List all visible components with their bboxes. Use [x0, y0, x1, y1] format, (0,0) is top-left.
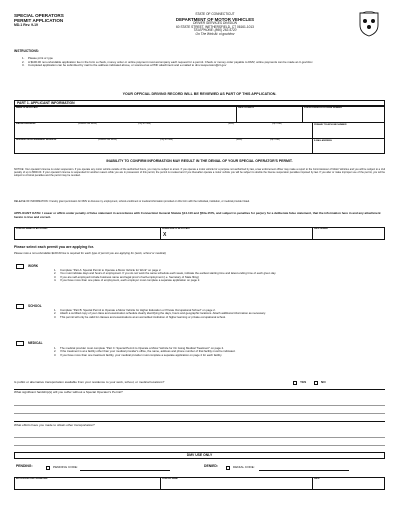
state-name: STATE OF CONNECTICUT: [195, 12, 235, 16]
mailing-address-label: MAILING ADDRESS: [16, 123, 36, 125]
instruction-item: 3. Completed application can be submitted by mail to the address indicated above, or scanned as a PDF attachment and e-mailed to dmv.suspension@ct.gov: [22, 63, 227, 68]
part1-title: PART 1. APPLICANT INFORMATION: [17, 101, 75, 105]
dmv-date-label: DATE: [314, 478, 320, 480]
printed-name-label: PRINTED NAME OF APPLICANT: [16, 228, 48, 230]
pending-checkbox[interactable]: [46, 466, 50, 470]
mailing-zip-hint: (Zip Code): [272, 123, 282, 125]
denied-checkbox[interactable]: [226, 466, 230, 470]
form-title-line-2: PERMIT APPLICATION: [14, 18, 64, 24]
printed-name-input[interactable]: [15, 231, 159, 239]
signature-label: SIGNATURE OF APPLICANT: [162, 228, 190, 230]
medical-label: MEDICAL: [28, 341, 43, 345]
dmv-printed-name-input[interactable]: [161, 481, 311, 489]
work-instruction-item: 2. You must indicate days and hours of employment. If you do not work the same schedule each week, indicate the earliest starting time and latest ending time of each given day.: [54, 271, 277, 276]
name-field-label: NAME OF APPLICANT: [16, 107, 38, 109]
work-label: WORK: [28, 264, 39, 268]
applicant-oath: APPLICANT OATH: I swear or affirm under penalty of false statement in accordance with Connecticut General Statute §14-110 and §53a-157b, and subject to penalties for perjury for a deliberate false statement, that the information here in and any attachment hereto is true and correct.: [14, 211, 381, 219]
resident-street-hint: (Number and Street): [98, 139, 117, 141]
medical-instructions: [54, 347, 380, 357]
agency-telephone: TELEPHONE: (860) 263-5720: [193, 28, 237, 33]
division-name: DRIVER SERVICES DIVISION: [193, 20, 237, 25]
transport-no-label: NO: [321, 380, 326, 384]
resident-state-hint: (State): [236, 139, 243, 141]
medical-instruction-item: 2. If the treatment is at a facility other than your medical provider's office, the name, address and phone number of that facility must be indicated.: [54, 349, 236, 354]
department-name: DEPARTMENT OF MOTOR VEHICLES: [175, 16, 255, 22]
date-signed-input[interactable]: [313, 231, 384, 239]
transport-question: Is public or alternative transportation available from your residence to your work, school, or medical locations?: [14, 380, 165, 384]
work-checkbox[interactable]: [16, 264, 24, 269]
transport-yes-checkbox[interactable]: [293, 381, 297, 385]
mailing-address-input[interactable]: [15, 126, 311, 137]
work-instructions: [54, 269, 380, 283]
pending-code-label: PENDING CODE:: [53, 465, 78, 469]
dmv-signature-input[interactable]: [15, 481, 159, 489]
dmv-signature-label: AUTHORIZED DMV SIGNATURE: [16, 478, 48, 480]
agency-web: On The Web At: ct.gov/dmv: [195, 32, 235, 37]
release-of-information: RELEASE OF INFORMATION: I hereby grant permission for DMV to discuss my employment, school enrollment or medical information provided on this form with the individual, institution, or medical provider listed.: [14, 200, 250, 203]
hardship-answer-area[interactable]: [14, 396, 385, 422]
form-title-block: [14, 13, 64, 28]
hardship-question: What significant hardship(s) will you suffer without a Special Operator's Permit?: [14, 390, 123, 394]
work-instruction-item: 4. If you have more than one place of employment, each employer must complete a separate application on page 2.: [54, 278, 201, 283]
fee-note: Please note a non-refundable $100.00 fee is required for each type of permit you are applying for (work, school or medical): [14, 251, 166, 255]
date-signed-label: DATE SIGNED: [314, 228, 329, 230]
school-instruction-item: 2. Attach a certified copy of your class and examination schedule clearly identifying the days, hours and geographic locations. Attach additional information as necessary.: [54, 311, 266, 316]
dmv-printed-name-label: PRINTED NAME: [162, 478, 178, 480]
form-title-line-1: SPECIAL OPERATORS: [14, 13, 64, 18]
phone-field-label: PRIMARY TELEPHONE NUMBER: [314, 124, 347, 126]
resident-address-input[interactable]: [15, 142, 311, 153]
work-instruction-item: 1. Complete "Part A: Special Permit to Operate a Motor Vehicle for Work" on page 2.: [54, 268, 162, 272]
school-instruction-item: 1. Complete "Part B: Special Permit to Operate a Motor Vehicle for Higher Education or Private Occupational School" on page 2.: [54, 308, 216, 312]
signature-input[interactable]: [170, 231, 311, 239]
email-field-label: E-MAIL ADDRESS: [314, 140, 332, 142]
agency-block: [140, 13, 290, 37]
signature-mark: X: [163, 232, 167, 238]
dmv-use-title: DMV USE ONLY: [186, 453, 213, 457]
transport-yes-label: YES: [300, 380, 307, 384]
resident-city-hint: (City or Town): [160, 139, 173, 141]
denied-label: DENIED:: [204, 464, 218, 468]
school-instructions: [54, 309, 380, 319]
instruction-item: 2. A $100.00 non-refundable application fee in the form a check, money order or online payment must accompany each request for a permit. Check or money order payable to DMV, online payments can be made at ct.gov/dmv: [22, 59, 313, 64]
mailing-state-hint: (State): [228, 123, 235, 125]
instructions-heading: INSTRUCTIONS:: [14, 49, 39, 53]
school-checkbox[interactable]: [16, 304, 24, 309]
phone-input[interactable]: [313, 127, 384, 137]
denial-code-label: DENIAL CODE:: [233, 465, 255, 469]
dob-input[interactable]: [237, 110, 301, 121]
denial-notice: INABILITY TO CONFIRM INFORMATION MAY RESULT IN THE DENIAL OF YOUR SPECIAL OPERATOR'S PERMIT.: [106, 159, 293, 163]
permit-select-heading: Please select each permit you are applying for.: [14, 245, 94, 249]
medical-instruction-item: 1. The medical provider must complete "Part C: Special Permit to Operate a Motor Vehicle for On Going Medical Treatment" on page 2.: [54, 346, 224, 350]
dob-field-label: DATE OF BIRTH: [238, 107, 254, 109]
applicant-name-input[interactable]: [15, 110, 235, 121]
medical-checkbox[interactable]: [16, 341, 24, 346]
record-review-notice: YOUR OFFICIAL DRIVING RECORD WILL BE REVIEWED AS PART OF THIS APPLICATION.: [122, 92, 277, 96]
efforts-question: What efforts have you made to obtain other transportation?: [14, 423, 95, 427]
form-id: MD-1 Rev. 9-19: [14, 23, 38, 28]
mailing-city-hint: (City or Town): [138, 123, 151, 125]
resident-address-label: RESIDENT/NON-PERMANENT ADDRESS: [16, 139, 57, 141]
medical-instruction-item: 3. If you have more than one treatment facility, your medical provider must complete a separate application on page 2 for each facility.: [54, 352, 223, 357]
resident-zip-hint: (Zip Code): [270, 139, 280, 141]
school-label: SCHOOL: [28, 304, 42, 308]
email-input[interactable]: [313, 143, 384, 153]
suspension-notice: NOTICE: Your operator's license is under suspension. If you operate any motor vehicle outside of the authorized hours, you may be subject to arrest. If you operate a motor vehicle for a purpose not authorized by law, a law enforcement officer may make a report to the Commissioner of Motor Vehicles and you will be subject to a civil penalty of up to $500.00. If your operator's license is suspended for another reason while you are in possession of this permit, the permit is revoked and if you thereafter operate a motor vehicle you will be subject to double the license suspension penalties imposed by law. If you alter or make improper use of the permit, you will be subject to criminal penalties and the permit may be revoked.: [14, 168, 385, 177]
dmv-date-input[interactable]: [313, 481, 384, 489]
pending-label: PENDING:: [16, 464, 33, 468]
school-instruction-item: 3. This permit will only be valid for classes and examinations at an accredited institution of higher learning or private occupational school.: [54, 314, 226, 319]
license-number-label: STATE/OPERATOR LICENSE NUMBER: [304, 107, 342, 109]
transport-no-checkbox[interactable]: [314, 381, 318, 385]
instructions-list: [22, 57, 322, 68]
work-instruction-item: 3. If you are self-employed include business name and legal proof of self-employment (i.e. Secretary of State filing): [54, 274, 199, 279]
state-seal-icon: [358, 11, 380, 37]
license-number-input[interactable]: [303, 110, 384, 121]
mailing-street-hint: (Number and Street): [78, 123, 97, 125]
instruction-item: 1. Please print or type: [22, 56, 53, 60]
efforts-answer-area[interactable]: [14, 429, 385, 451]
agency-address: 60 STATE STREET, WETHERSFIELD, CT 06161-1013: [176, 24, 254, 29]
